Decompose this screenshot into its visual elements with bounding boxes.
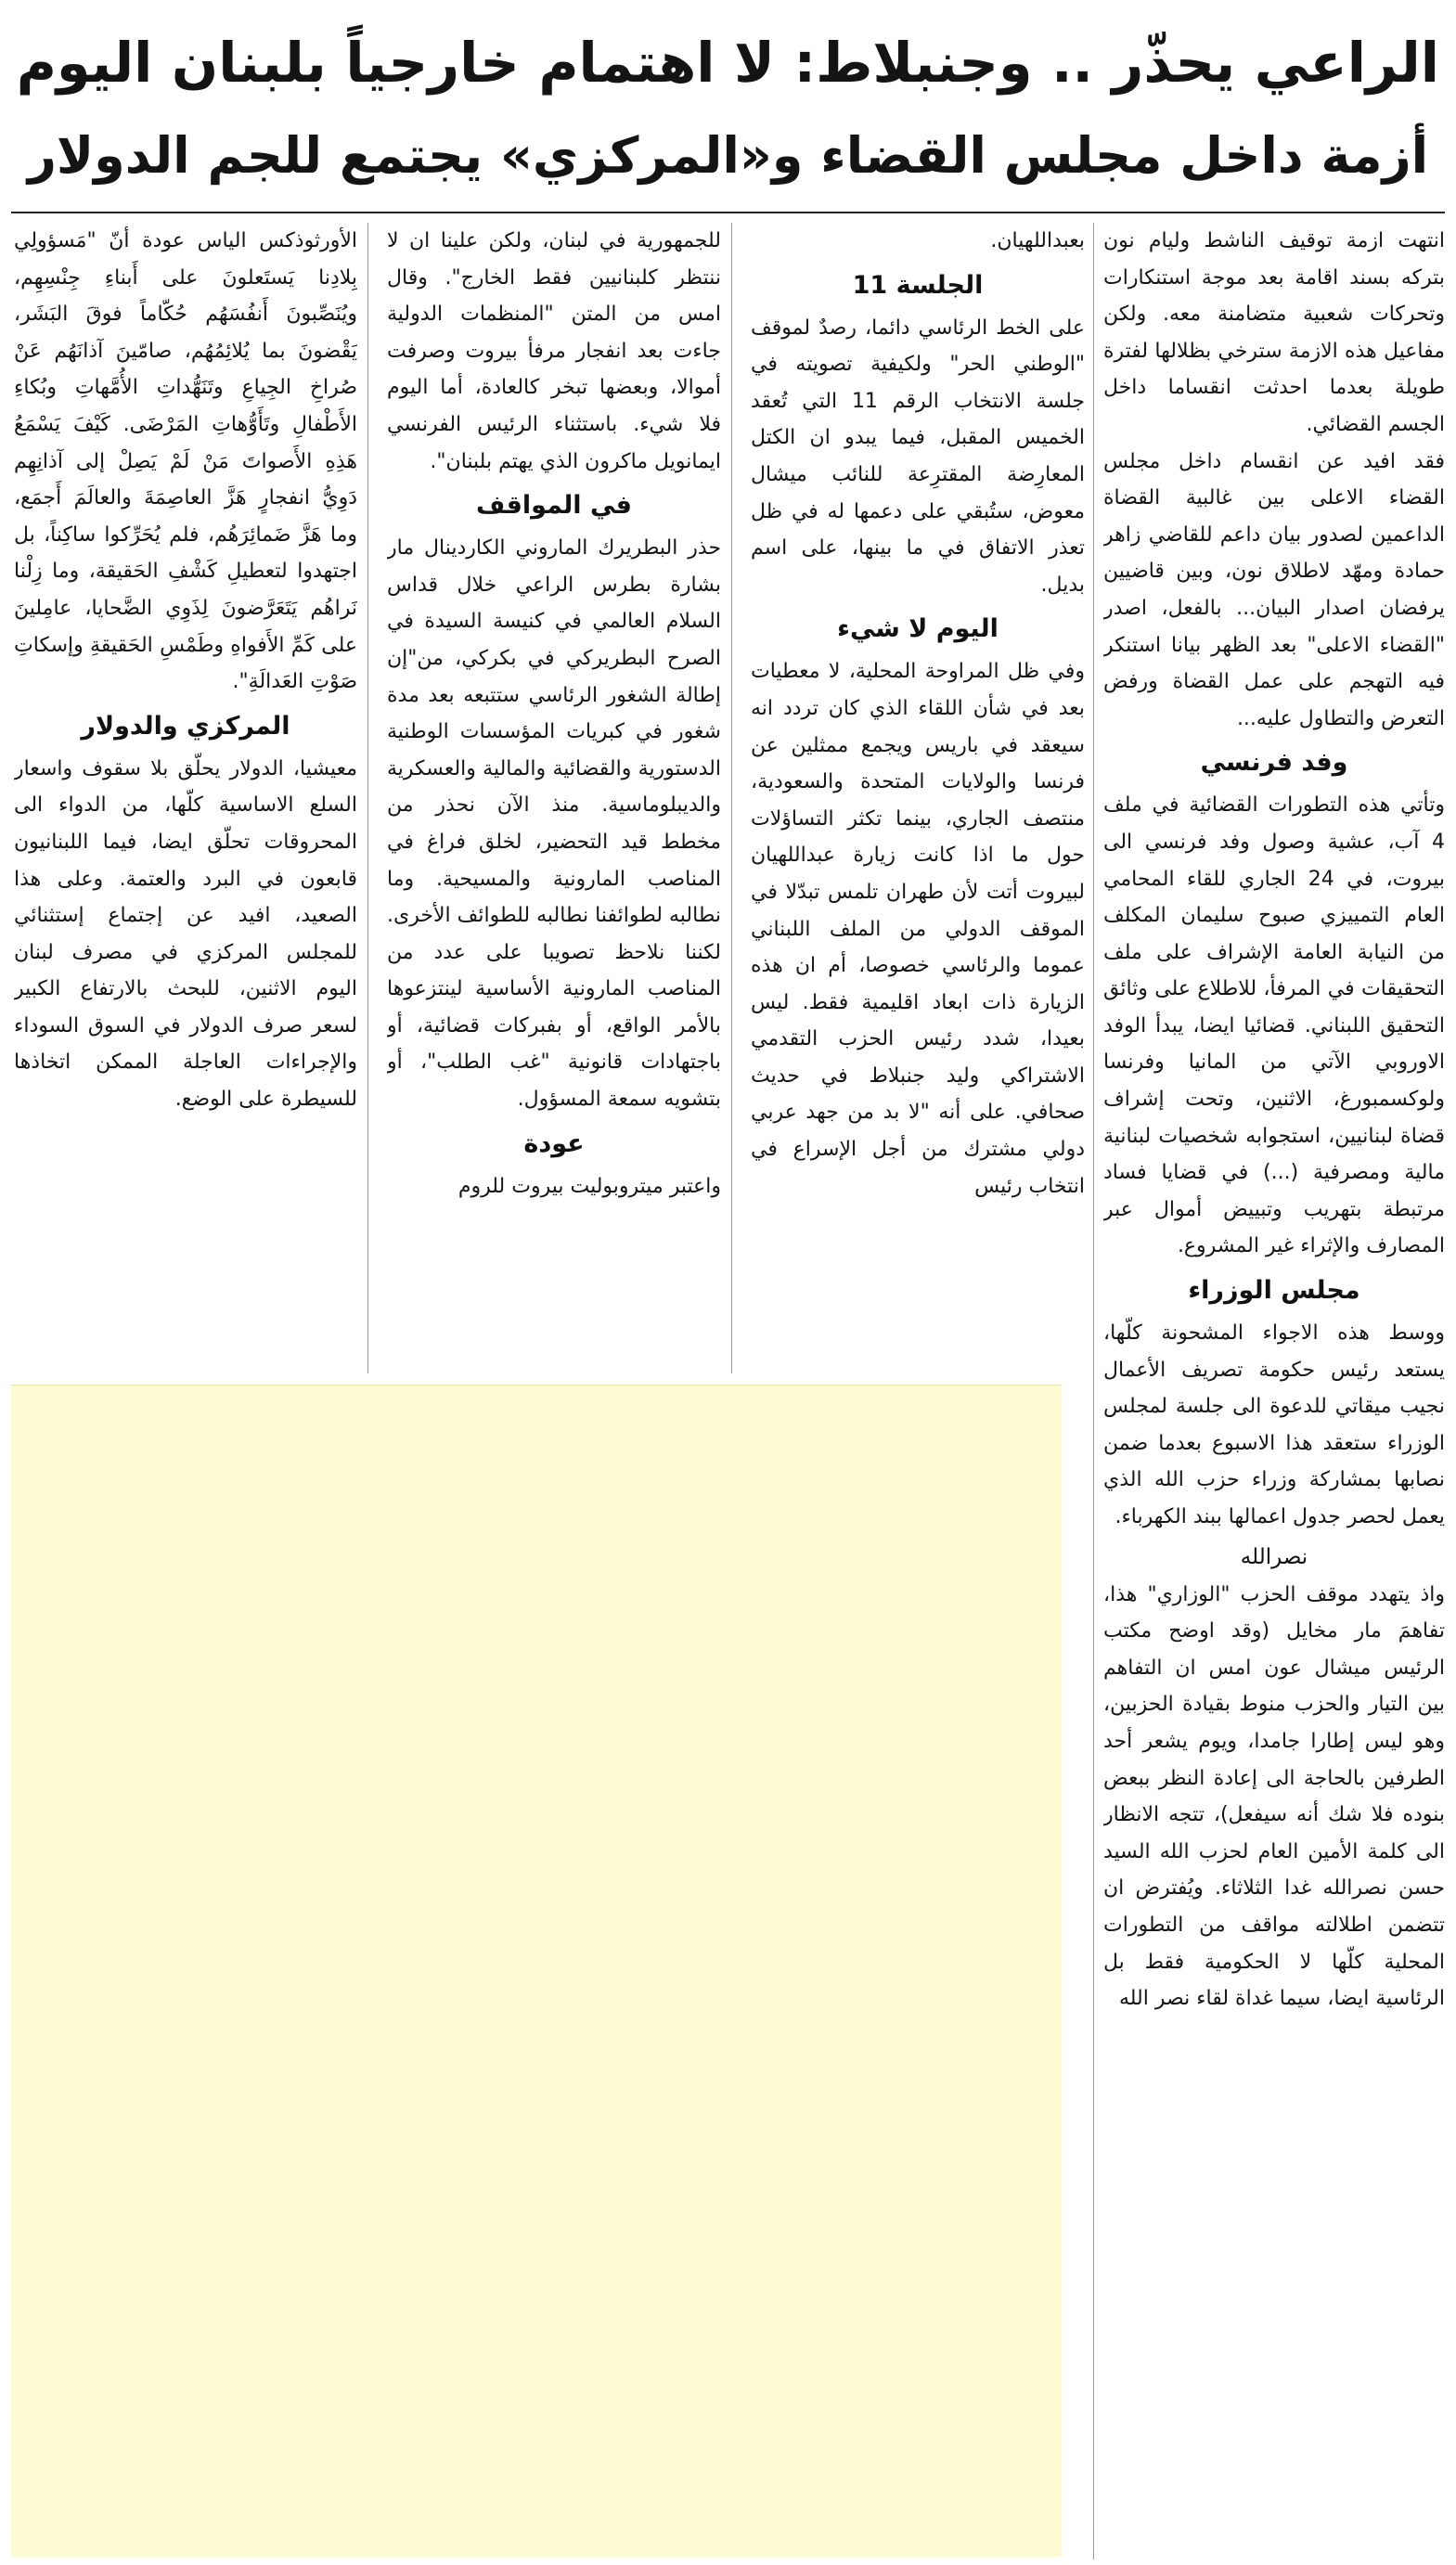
paragraph: حذر البطريرك الماروني الكاردينال مار بشارة بطرس الراعي خلال قداس السلام العالمي في كنيسة السيدة في الصرح البطريركي في بكركي، من"إن إطالة الشغور الرئاسي ستتبعه بعد مدة شغور في كبريات المؤسسات الوطنية الدستورية والقضائية والمالية والعسكرية والديبلوماسية. منذ الآن نحذر من مخطط قيد التحضير، لخلق فراغ في المناصب المارونية والمسيحية. وما نطالبه لطوائفنا نطالبه للطوائف الأخرى. لكننا نلاحظ تصويبا على عدد من المناصب المارونية الأساسية لينتزعوها بالأمر الواقع، أو بفبركات قضائية، أو باجتهادات قانونية "غب الطلب"، أو بتشويه سمعة المسؤول. bbox=[387, 536, 721, 1112]
paragraph: وفي ظل المراوحة المحلية، لا معطيات بعد في شأن اللقاء الذي كان تردد انه سيعقد في باريس ويجمع ممثلين عن فرنسا والولايات المتحدة والسعودية، منتصف الجاري، بينما تكثر التساؤلات حول ما اذا كانت زيارة عبداللهيان لبيروت أتت لأن طهران تلمس تبدّلا في الموقف الدولي من الملف اللبناني عموما والرئاسي خصوصا، أم ان هذه الزيارة ذات ابعاد اقليمية فقط. ليس بعيدا، شدد رئيس الحزب التقدمي الاشتراكي وليد جنبلاط في حديث صحافي. على أنه "لا بد من جهد عربي دولي مشترك من أجل الإسراع في انتخاب رئيس bbox=[751, 660, 1085, 1198]
headline-line-2: أزمة داخل مجلس القضاء و«المركزي» يجتمع للجم الدولار bbox=[27, 126, 1429, 185]
column-divider bbox=[367, 223, 368, 1373]
column-divider bbox=[731, 223, 732, 1373]
paragraph: على الخط الرئاسي دائما، رصدٌ لموقف "الوطني الحر" ولكيفية تصويته في جلسة الانتخاب الرقم 11 التي تُعقد الخميس المقبل، فيما يبدو ان الكتل المعارِضة المقترِعة للنائب ميشال معوض، ستُبقي على دعمها له في ظل تعذر الاتفاق في ما بينها، على اسم بديل. bbox=[751, 316, 1085, 597]
article-column-1 bbox=[1103, 223, 1445, 2559]
paragraph: فقد افيد عن انقسام داخل مجلس القضاء الاعلى بين غالبية القضاة الداعمين لصدور بيان داعم للقاضي زاهر حمادة ومهّد لاطلاق نون، وبين قاضيين يرفضان اصدار البيان... بالفعل، اصدر "القضاء الاعلى" بعد الظهر بيانا استنكر فيه التهجم على عمل القضاة ورفض التعرض والتطاول عليه... bbox=[1103, 449, 1445, 730]
article-column-2 bbox=[751, 223, 1085, 1373]
subheading-almarkazi-waldollar: المركزي والدولار bbox=[81, 711, 290, 741]
subheading-fi-almawaqif: في المواقف bbox=[476, 491, 632, 521]
headline-rule bbox=[11, 212, 1445, 213]
headline bbox=[17, 17, 1439, 202]
paragraph: وتأتي هذه التطورات القضائية في ملف 4 آب، عشية وصول وفد فرنسي الى بيروت، في 24 الجاري للقاء المحامي العام التمييزي صبوح سليمان المكلف من النيابة العامة الإشراف على ملف التحقيقات في المرفأ، للاطلاع على وثائق التحقيق اللبناني. قضائيا ايضا، يبدأ الوفد الاوروبي الآتي من المانيا وفرنسا ولوكسمبورغ، الاثنين، وتحت إشراف قضاة لبنانيين، استجوابه شخصيات لبنانية مالية ومصرفية (...) في قضايا فساد مرتبطة بتهريب وتبييض أموال عبر المصارف والإثراء غير المشروع. bbox=[1103, 793, 1445, 1258]
subheading-awda: عودة bbox=[523, 1128, 585, 1158]
paragraph: للجمهورية في لبنان، ولكن علينا ان لا ننتظر كلبنانيين فقط الخارج". وقال امس من المتن "المنظمات الدولية جاءت بعد انفجار مرفأ بيروت وصرفت أموالا، وبعضها تبخر كالعادة، أما اليوم فلا شيء. باستثناء الرئيس الفرنسي ايمانويل ماكرون الذي يهتم بلبنان". bbox=[387, 229, 721, 473]
subheading-majlis-alwuzara: مجلس الوزراء bbox=[1188, 1276, 1360, 1306]
subheading-aljalsa-11: الجلسة 11 bbox=[852, 270, 984, 300]
paragraph: واعتبر ميتروبوليت بيروت للروم bbox=[457, 1174, 721, 1198]
article-column-4 bbox=[14, 223, 357, 1373]
headline-line-1: الراعي يحذّر .. وجنبلاط: لا اهتمام خارجياً بلبنان اليوم bbox=[16, 31, 1439, 95]
article-column-3 bbox=[387, 223, 721, 1373]
paragraph: واذ يتهدد موقف الحزب "الوزاري" هذا، تفاهمَ مار مخايل (وقد اوضح مكتب الرئيس ميشال عون امس ان التفاهم بين التيار والحزب منوط بقيادة الحزبين، وهو ليس إطارا جامدا، ويوم يشعر أحد الطرفين بالحاجة الى إعادة النظر ببعض بنوده فلا شك أنه سيفعل)، تتجه الانظار الى كلمة الأمين العام لحزب الله السيد حسن نصرالله غدا الثلاثاء. ويُفترض ان تتضمن اطلالته مواقف من التطورات المحلية كلّها لا الحكومية فقط بل الرئاسية ايضا، سيما غداة لقاء نصر الله bbox=[1103, 1582, 1445, 2011]
column-divider bbox=[1093, 223, 1094, 2559]
subheading-wafd-faransi: وفد فرنسي bbox=[1200, 748, 1348, 778]
paragraph: ووسط هذه الاجواء المشحونة كلّها، يستعد رئيس حكومة تصريف الأعمال نجيب ميقاتي للدعوة الى جلسة لمجلس الوزراء ستعقد هذا الاسبوع بعدما ضمن نصابها بمشاركة وزراء حزب الله الذي يعمل لحصر جدول اعمالها ببند الكهرباء. bbox=[1103, 1321, 1445, 1528]
subheading-nasrallah: نصرالله bbox=[1240, 1544, 1308, 1569]
paragraph: انتهت ازمة توقيف الناشط وليام نون بتركه بسند اقامة بعد موجة استنكارات وتحركات شعبية متضامنة معه. ولكن مفاعيل هذه الازمة سترخي بظلالها لفترة طويلة بعدما احدثت انقساما داخل الجسم القضائي. bbox=[1103, 229, 1445, 436]
paragraph: الأورثوذكس الياس عودة أنّ "مَسؤولِي بِلادِنا يَستَعلونَ على أَبناءِ جِنْسِهِم، ويُنَصِّبونَ أَنفُسَهُم حُكّاماً فوقَ البَشَر، يَقْضونَ بما يُلائِمُهُم، صامّينَ آذانَهُم عَنْ صُراخِ الجِياعِ وتَنَهُّداتِ الأُمَّهاتِ وبُكاءِ الأَطْفالِ وتَأَوُّهاتِ المَرْضَى. كَيْفَ يَسْمَعُ هَذِهِ الأَصواتَ مَنْ لَمْ يَصِلْ إلى آذانِهِم دَوِيُّ انفجارٍ هَزَّ العاصِمَةَ والعالَمَ أَجمَع، وما هَزَّ ضَمائِرَهُم، فلم يُحَرِّكوا ساكِناً، بل اجتهدوا لتعطيلِ كَشْفِ الحَقيقة، وما زِلْنا نَراهُم يَتَعَرَّضونَ لِذَوِي الضَّحايا، عامِلينَ على كَمِّ الأَفواهِ وطَمْسِ الحَقيقةِ وإسكاتِ صَوْتِ العَدالَةِ". bbox=[14, 229, 357, 694]
paragraph: معيشيا، الدولار يحلّق بلا سقوف واسعار السلع الاساسية كلّها، من الدواء الى المحروقات تحلّق ايضا، فيما اللبنانيون قابعون في البرد والعتمة. وعلى هذا الصعيد، افيد عن إجتماع إستثنائي للمجلس المركزي في مصرف لبنان اليوم الاثنين، للبحث بالارتفاع الكبير لسعر صرف الدولار في السوق السوداء والإجراءات العاجلة الممكن اتخاذها للسيطرة على الوضع. bbox=[14, 756, 357, 1112]
subheading-alyawm-la-shay: اليوم لا شيء bbox=[837, 614, 999, 644]
paragraph: بعبداللهيان. bbox=[990, 229, 1085, 252]
advertisement-placeholder bbox=[11, 1385, 1062, 2557]
